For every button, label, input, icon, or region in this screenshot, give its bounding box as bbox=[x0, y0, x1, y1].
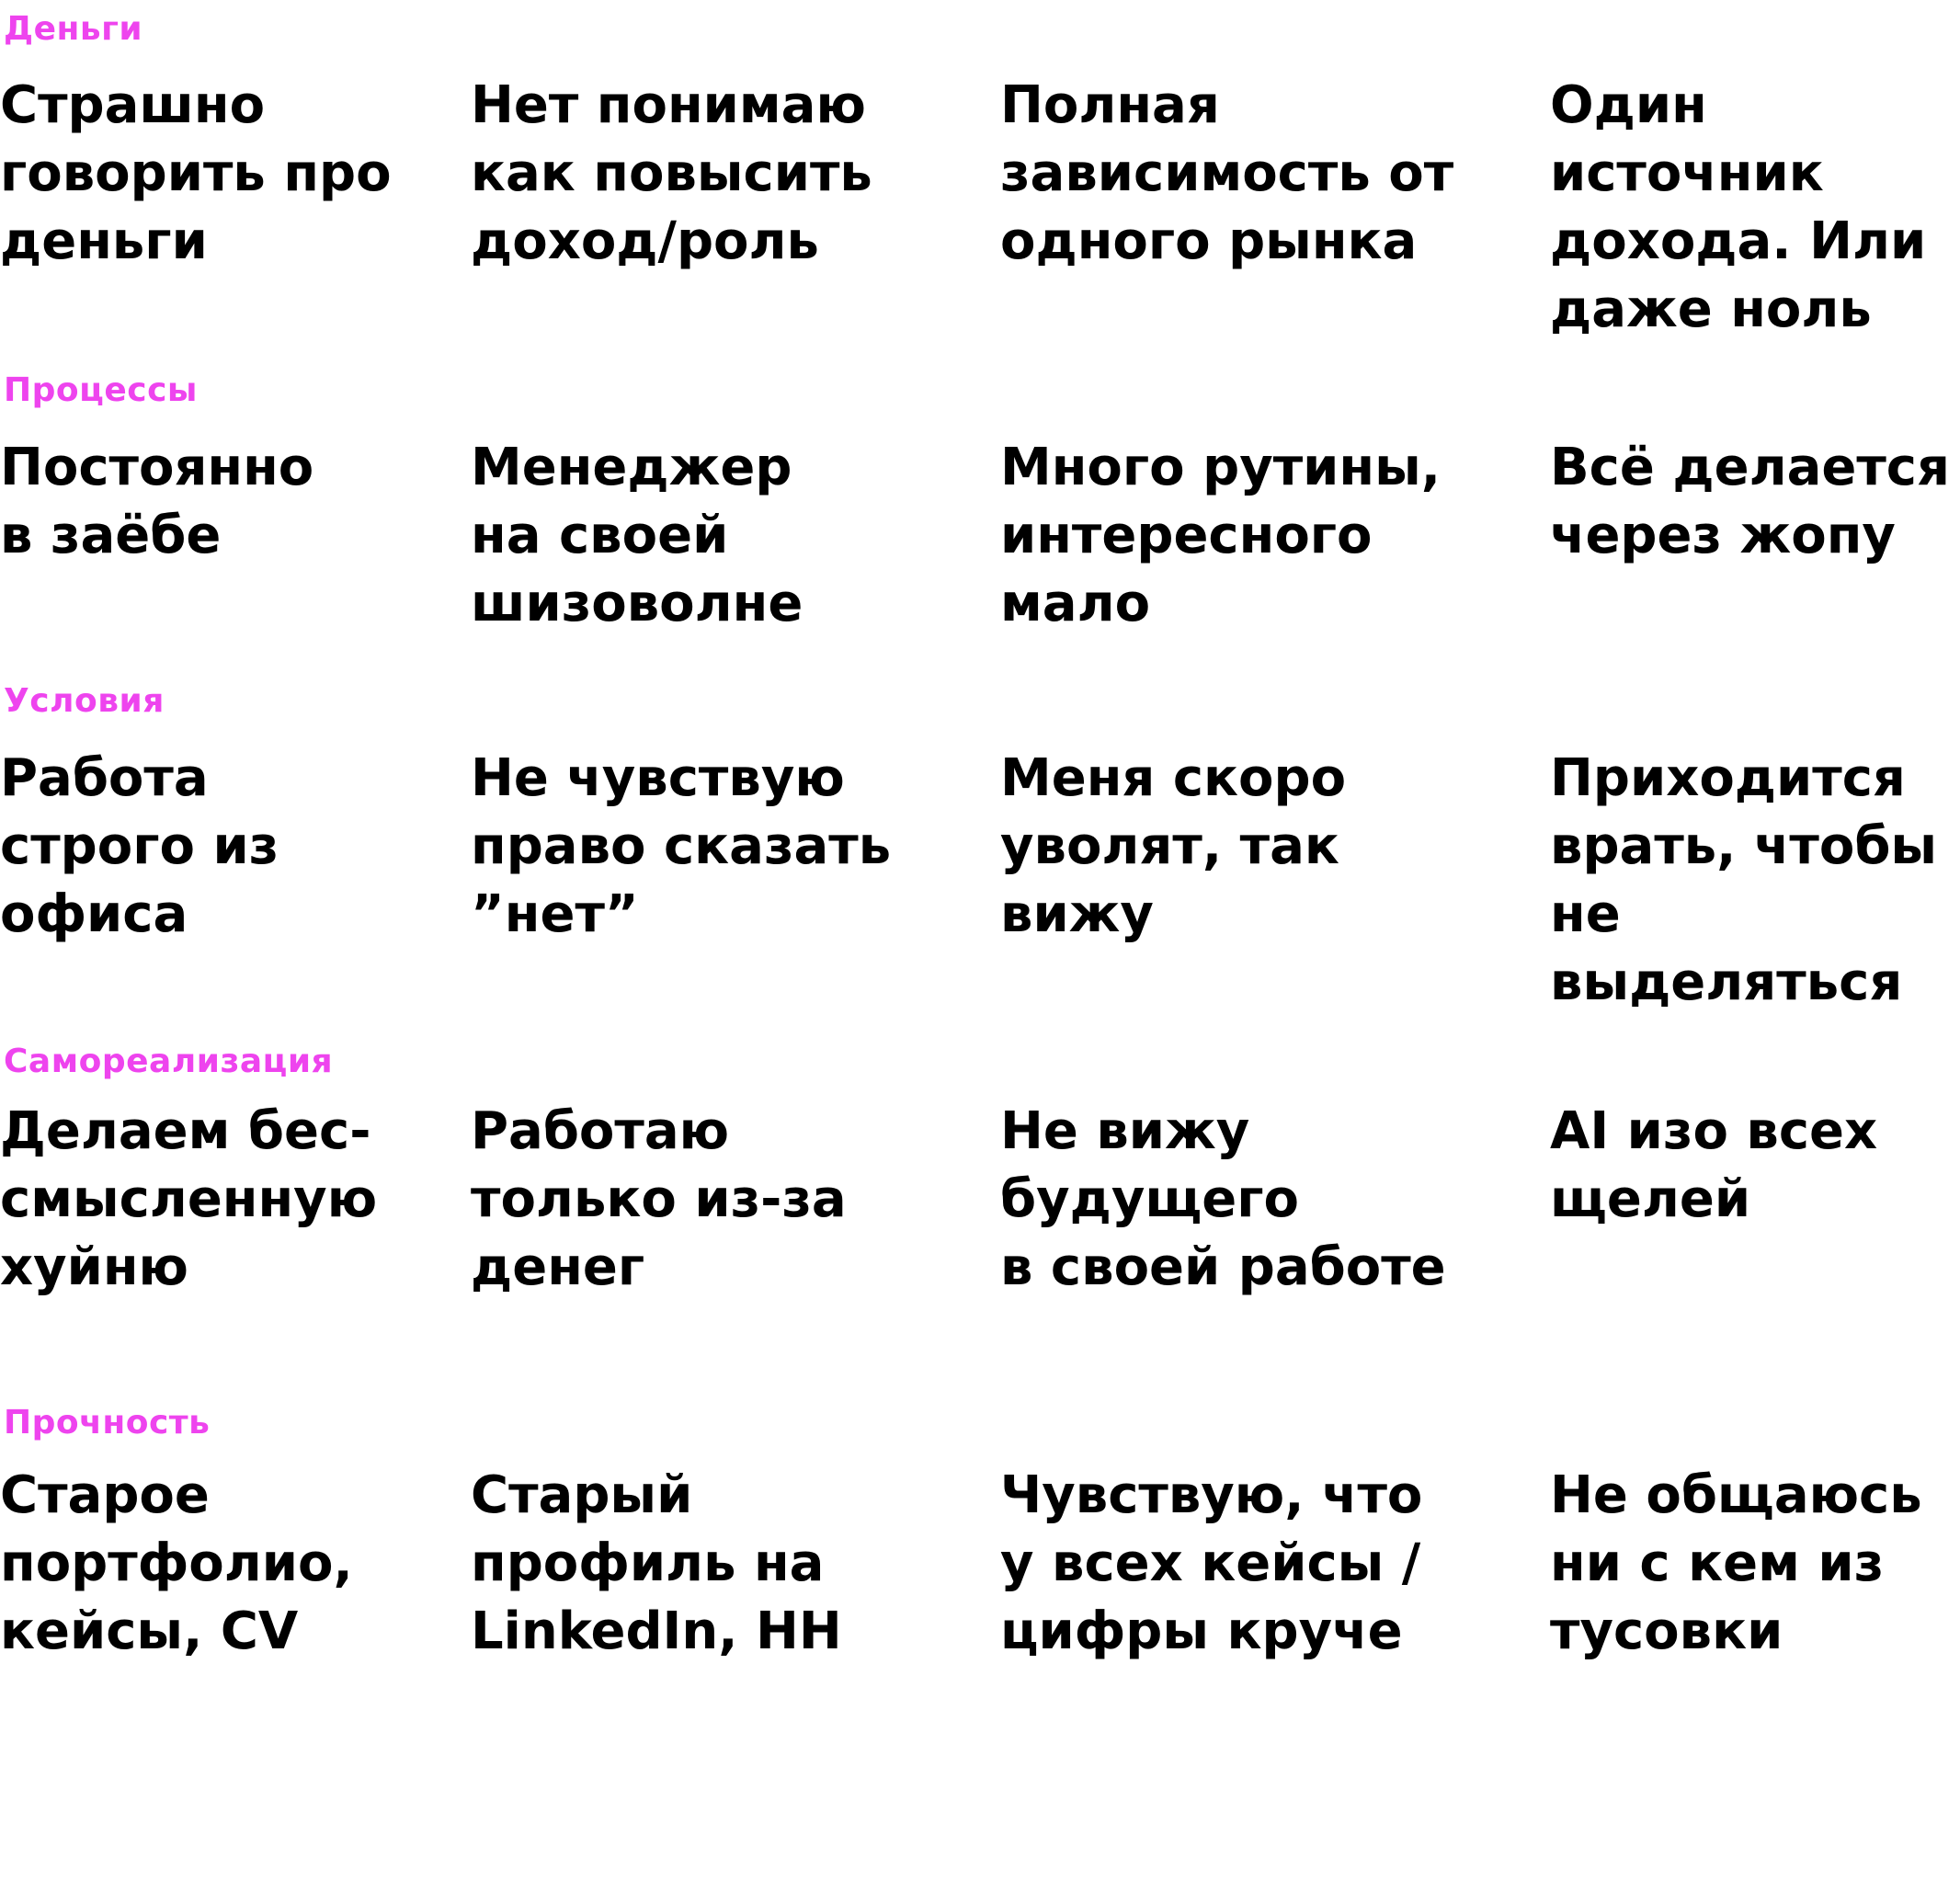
card-durability-3: Чувствую, что у всех кейсы / цифры круче bbox=[1000, 1465, 1423, 1661]
section-title-conditions: Условия bbox=[4, 682, 165, 720]
card-durability-4: Не общаюсь ни с кем из тусовки bbox=[1550, 1465, 1922, 1661]
card-processes-4: Всё делается через жопу bbox=[1550, 438, 1950, 565]
card-self-realization-2: Работаю только из-за денег bbox=[471, 1101, 847, 1297]
card-conditions-1: Работа строго из офиса bbox=[0, 748, 279, 944]
card-self-realization-3: Не вижу будущего в своей работе bbox=[1000, 1101, 1446, 1297]
card-self-realization-4: AI изо всех щелей bbox=[1550, 1101, 1878, 1229]
card-conditions-4: Приходится врать, чтобы не выделяться bbox=[1550, 748, 1938, 1012]
card-durability-2: Старый профиль на LinkedIn, HH bbox=[471, 1465, 842, 1661]
section-title-self-realization: Самореализация bbox=[4, 1043, 334, 1080]
card-processes-1: Постоянно в заёбе bbox=[0, 438, 314, 565]
card-money-2: Нет понимаю как повысить доход/роль bbox=[471, 75, 872, 271]
section-title-processes: Процессы bbox=[4, 371, 198, 409]
card-processes-2: Менеджер на своей шизоволне bbox=[471, 438, 803, 633]
card-conditions-2: Не чувствую право сказать ”нет” bbox=[471, 748, 892, 944]
card-money-4: Один источник дохода. Или даже ноль bbox=[1550, 75, 1927, 339]
section-title-durability: Прочность bbox=[4, 1404, 211, 1442]
card-durability-1: Старое портфолио, кейсы, CV bbox=[0, 1465, 353, 1661]
card-processes-3: Много рутины, интересного мало bbox=[1000, 438, 1442, 633]
card-self-realization-1: Делаем бес- смысленную хуйню bbox=[0, 1101, 378, 1297]
card-money-3: Полная зависимость от одного рынка bbox=[1000, 75, 1454, 271]
section-title-money: Деньги bbox=[4, 10, 143, 48]
card-conditions-3: Меня скоро уволят, так вижу bbox=[1000, 748, 1347, 944]
card-money-1: Страшно говорить про деньги bbox=[0, 75, 392, 271]
